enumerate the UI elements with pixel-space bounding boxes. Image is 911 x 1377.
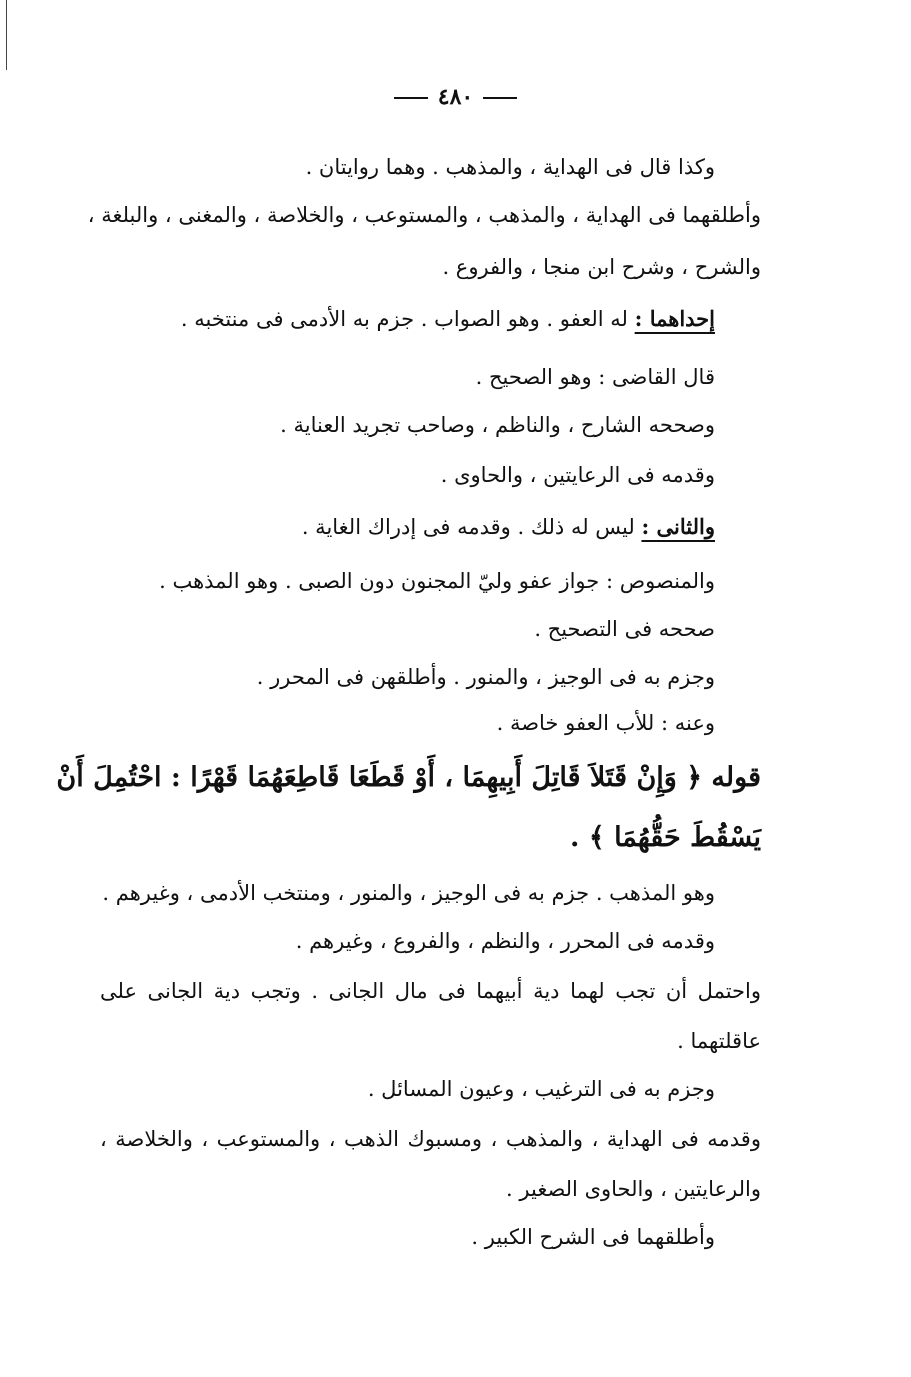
page-number: ٤٨٠ <box>437 84 474 110</box>
text-line: وقدمه فى الهداية ، والمذهب ، ومسبوك الذهب ، والمستوعب ، والخلاصة ، <box>100 1127 761 1151</box>
text-line: وجزم به فى الوجيز ، والمنور . وأطلقهن فى المحرر . <box>256 665 715 689</box>
header-dash-right <box>483 97 517 99</box>
text-line: وعنه : للأب العفو خاصة . <box>496 711 715 735</box>
page-number-header <box>0 84 911 110</box>
quran-verse-line: قوله ﴿ وَإِنْ قَتَلاَ قَاتِلَ أَبِيهِمَا ، أَوْ قَطَعَا قَاطِعَهُمَا قَهْرًا : احْتُمِلَ أَنْ <box>56 762 761 793</box>
text-line: والشرح ، وشرح ابن منجا ، والفروع . <box>442 255 761 279</box>
quran-verse-line: يَسْقُطَ حَقُّهُمَا ﴾ . <box>570 822 761 853</box>
header-dash-left <box>394 97 428 99</box>
section-text: ليس له ذلك . وقدمه فى إدراك الغاية . <box>301 515 642 539</box>
text-line: صححه فى التصحيح . <box>534 617 715 641</box>
text-line: وقدمه فى الرعايتين ، والحاوى . <box>440 463 715 487</box>
text-line <box>100 512 715 542</box>
text-line: قال القاضى : وهو الصحيح . <box>475 365 715 389</box>
section-text: له العفو . وهو الصواب . جزم به الأدمى فى منتخبه . <box>180 307 635 331</box>
text-line: وهو المذهب . جزم به فى الوجيز ، والمنور ، ومنتخب الأدمى ، وغيرهم . <box>102 881 715 905</box>
text-line: وكذا قال فى الهداية ، والمذهب . وهما روايتان . <box>305 155 715 179</box>
scan-edge-line <box>6 0 7 70</box>
text-line: والمنصوص : جواز عفو وليّ المجنون دون الصبى . وهو المذهب . <box>159 569 715 593</box>
text-line: عاقلتهما . <box>677 1029 761 1053</box>
text-line <box>100 304 715 334</box>
text-line: وأطلقهما فى الهداية ، والمذهب ، والمستوعب ، والخلاصة ، والمغنى ، والبلغة ، <box>87 203 761 227</box>
text-line: وأطلقهما فى الشرح الكبير . <box>471 1225 715 1249</box>
text-line: وجزم به فى الترغيب ، وعيون المسائل . <box>367 1077 715 1101</box>
text-line: وصححه الشارح ، والناظم ، وصاحب تجريد العناية . <box>280 413 715 437</box>
section-lead-word: والثانى : <box>641 514 715 539</box>
text-line: والرعايتين ، والحاوى الصغير . <box>506 1177 761 1201</box>
section-lead-word: إحداهما : <box>634 306 715 331</box>
text-line: واحتمل أن تجب لهما دية أبيهما فى مال الجانى . وتجب دية الجانى على <box>100 979 761 1003</box>
text-line: وقدمه فى المحرر ، والنظم ، والفروع ، وغيرهم . <box>295 929 715 953</box>
